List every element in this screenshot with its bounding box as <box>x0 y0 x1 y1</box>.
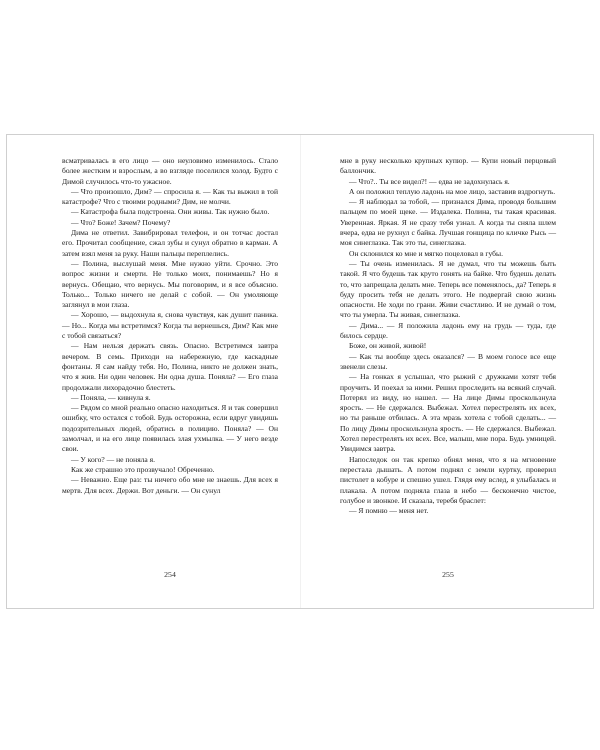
paragraph: — У кого? — не поняла я. <box>71 454 156 464</box>
paragraph: Дима не ответил. Завибрировал телефон, и он тотчас достал его. Прочитал сообщение, сжал зубы и сунул обратно в карман. А затем взял меня за руку. Наши пальцы переплелись. <box>62 228 278 258</box>
paragraph: — Что?.. Ты все видел?! — едва не задохнулась я. <box>349 176 510 186</box>
paragraph: — Полина, выслушай меня. Мне нужно уйти. Срочно. Это вопрос жизни и смерти. Не только моих, понимаешь? Но я вернусь. Обещаю, что вернусь. Мы поговорим, и я все объясню. Только... Только ничего не делай с собой. — Он умоляюще заглянул в мои глаза. <box>62 258 278 310</box>
right-page-text <box>340 156 556 516</box>
page-number: 254 <box>164 570 176 579</box>
paragraph: Напоследок он так крепко обнял меня, что я на мгновение перестала дышать. А потом поднял с земли куртку, проверил пистолет в кобуре и спешно ушел. Глядя ему вслед, я улыбалась и плакала. А потом подняла глаза в небо — бесконечно чистое, голубое и звонкое. И сказала, теребя браслет: <box>340 454 556 505</box>
paragraph: — Ты очень изменилась. Я не думал, что ты можешь быть такой. Я что будешь так круто гонять на байке. Что будешь делать то, что запрещала делать мне. Теперь все поменялось, да? Теперь я буду просить тебя не делать этого. Не подвергай свою жизнь опасности. Не ходи по грани. Живи счастливо. И не думай о том, что ты умерла. Ты живая, синеглазка. <box>340 258 556 320</box>
paragraph: мне в руку несколько крупных купюр. — Купи новый перцовый баллончик. <box>340 156 556 176</box>
paragraph: — Я помню — меня нет. <box>349 506 429 516</box>
paragraph: А он положил теплую ладонь на мое лицо, заставив вздрогнуть. <box>349 186 556 196</box>
paragraph: — Рядом со мной реально опасно находиться. Я и так совершил ошибку, что остался с тобой. Будь осторожна, если вдруг увидишь подозрительных людей, обратись в полицию. Поняла? — Он замолчал, и на его лице появилась злая ухмылка. — У него везде свои. <box>62 403 278 454</box>
paragraph: — Поняла, — кивнула я. <box>71 392 151 402</box>
paragraph: — Как ты вообще здесь оказался? — В моем голосе все еще звенели слезы. <box>340 351 556 371</box>
paragraph: — Катастрофа была подстроена. Они живы. Так нужно было. <box>71 207 270 217</box>
book-spread <box>6 134 594 609</box>
paragraph: — Неважно. Еще раз: ты ничего обо мне не знаешь. Для всех я мертв. Для всех. Держи. Вот деньги. — Он сунул <box>62 475 278 495</box>
page-number: 255 <box>442 570 454 579</box>
right-page <box>340 156 556 596</box>
paragraph: — Что? Боже! Зачем? Почему? <box>71 217 171 227</box>
left-page <box>62 156 278 596</box>
paragraph: всматривалась в его лицо — оно неуловимо изменилось. Стало более жестким и взрослым, а во взгляде поселился холод. Будто с Димой случилось что-то ужасное. <box>62 156 278 186</box>
left-page-text <box>62 156 278 496</box>
paragraph: — Хорошо, — выдохнула я, снова чувствуя, как душит паника. — Но... Когда мы встретимся? Когда ты вернешься, Дим? Как мне с тобой связаться? <box>62 310 278 341</box>
paragraph: Как же страшно это прозвучало! Обреченно. <box>71 464 215 474</box>
page-gutter <box>300 135 301 608</box>
paragraph: — Что произошло, Дим? — спросила я. — Как ты выжил в той катастрофе? Что с твоими родными? Дим, не молчи. <box>62 186 278 207</box>
paragraph: Боже, он живой, живой! <box>349 341 427 351</box>
paragraph: — Нам нельзя держать связь. Опасно. Встретимся завтра вечером. В семь. Приходи на набережную, где каскадные фонтаны. Я сам найду тебя. Но, Полина, никто не должен знать, что я жив. Ни один человек. Ни одна душа. Поняла? — Его глаза продолжали лихорадочно блестеть. <box>62 341 278 392</box>
paragraph: — Дима... — Я положила ладонь ему на грудь — туда, где билось сердце. <box>340 320 556 341</box>
paragraph: — Я наблюдал за тобой, — признался Дима, проводя большим пальцем по моей щеке. — Издалека. Полина, ты такая красивая. Уверенная. Яркая. Я не сразу тебя узнал. А когда ты сняла шлем вчера, едва не рухнул с байка. Лучшая гонщица по кличке Рысь — моя синеглазка. Так это ты, синеглазка. <box>340 197 556 248</box>
paragraph: — На гонках я услышал, что рыжий с дружками хотят тебя проучить. И поехал за ними. Решил проследить на всякий случай. Потерял из виду, но нашел. — На лице Димы проскользнула ярость. — Не сдержался. Выбежал. Хотел перестрелять их всех, но ты раньше отбилась. А эта мразь хотела с тобой сделать... — По лицу Димы проскользнула ярость. — Не сдержался. Выбежал. Хотел перестрелять их всех. Все, малыш, мне пора. Будь умницей. Увидимся завтра. <box>340 372 556 454</box>
paragraph: Он склонился ко мне и мягко поцеловал в губы. <box>349 248 503 258</box>
